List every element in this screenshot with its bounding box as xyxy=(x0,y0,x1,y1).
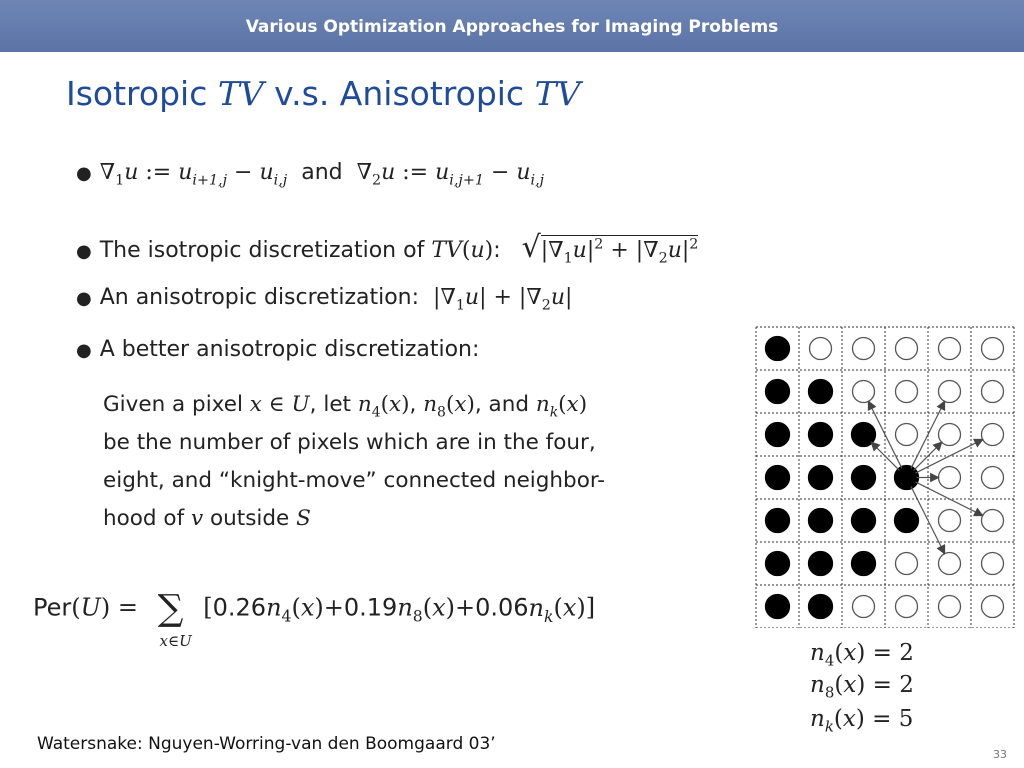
filled-pixel xyxy=(809,466,833,490)
bullet-gradient-definitions: ● $\nabla_1u$ := $u_{i+1,j} - u_{i,j}$ and $\nabla_2u$ := $u_{i,j+1} - u_{i,j}$ xyxy=(76,160,545,189)
empty-pixel xyxy=(896,596,918,618)
slide-title xyxy=(66,74,580,113)
para-text: outside xyxy=(209,506,290,531)
empty-pixel xyxy=(896,338,918,360)
empty-pixel xyxy=(982,424,1004,446)
empty-pixel xyxy=(982,467,1004,489)
sum-symbol: ∑ x∈U xyxy=(157,588,192,650)
bullet-better-anisotropic xyxy=(76,337,479,362)
header-bar xyxy=(0,0,1024,52)
empty-pixel xyxy=(939,553,961,575)
filled-pixel xyxy=(766,509,790,533)
count-n4: $n_4(x) = 2$ xyxy=(810,640,914,670)
paragraph-line-2: be the number of pixels which are in the four, xyxy=(103,430,596,455)
perimeter-formula: Per(U) = ∑ x∈U $[0.26n_4(x)+0.19n_8(x)+0.06n_k(x)]$ xyxy=(33,588,596,650)
filled-pixel xyxy=(809,380,833,404)
empty-pixel xyxy=(939,381,961,403)
coef-nk: 0.06 xyxy=(475,593,529,622)
empty-pixel xyxy=(982,381,1004,403)
para-text: , let xyxy=(309,392,351,417)
bullet-anisotropic: ● An anisotropic discretization: $|\nabla_1u| + |\nabla_2u|$ xyxy=(76,285,573,314)
empty-pixel xyxy=(896,553,918,575)
bullet-anisotropic-text: An anisotropic discretization: xyxy=(99,285,420,310)
paragraph-line-1: Given a pixel x ∈ U, let $n_4(x)$, $n_8(x)$, and $n_k(x)$ xyxy=(103,392,588,421)
para-text: , and xyxy=(474,392,529,417)
title-part-1: Isotropic xyxy=(66,74,218,113)
bullet-dot: ● xyxy=(76,340,92,361)
bullet-dot: ● xyxy=(76,163,92,184)
empty-pixel xyxy=(853,381,875,403)
bullet-dot: ● xyxy=(76,288,92,309)
para-text: , xyxy=(409,392,417,417)
filled-pixel xyxy=(766,337,790,361)
empty-pixel xyxy=(939,424,961,446)
filled-pixel xyxy=(809,552,833,576)
empty-pixel xyxy=(982,338,1004,360)
empty-pixel xyxy=(853,338,875,360)
bullet-and-text: and xyxy=(301,160,343,185)
empty-pixel xyxy=(939,467,961,489)
page-number: 33 xyxy=(993,748,1007,761)
filled-pixel xyxy=(852,509,876,533)
paragraph-line-3: eight, and “knight-move” connected neighbor- xyxy=(103,468,606,493)
bullet-isotropic: ● The isotropic discretization of TV(u): $√|\nabla_1u|^2 + |\nabla_2u|^2$ xyxy=(76,230,699,267)
empty-pixel xyxy=(939,338,961,360)
empty-pixel xyxy=(939,596,961,618)
para-text: Given a pixel xyxy=(103,392,243,417)
empty-pixel xyxy=(982,596,1004,618)
empty-pixel xyxy=(982,553,1004,575)
header-title: Various Optimization Approaches for Imaging Problems xyxy=(245,17,779,37)
count-n8-value: 2 xyxy=(899,672,914,698)
empty-pixel xyxy=(982,510,1004,532)
count-nk-value: 5 xyxy=(898,706,914,732)
empty-pixel xyxy=(939,510,961,532)
empty-pixel xyxy=(810,338,832,360)
filled-pixel xyxy=(809,423,833,447)
footer-citation: Watersnake: Nguyen-Worring-van den Boomgaard 03’ xyxy=(37,734,496,754)
filled-pixel xyxy=(809,509,833,533)
title-tv-1: TV xyxy=(217,74,264,113)
bullet-better-text: A better anisotropic discretization: xyxy=(99,337,480,362)
filled-pixel xyxy=(852,466,876,490)
filled-pixel xyxy=(766,552,790,576)
count-n4-value: 2 xyxy=(899,640,914,666)
para-text: hood of xyxy=(103,506,185,531)
empty-pixel xyxy=(896,424,918,446)
title-tv-2: TV xyxy=(534,74,581,113)
filled-pixel xyxy=(766,423,790,447)
paragraph-line-4: hood of v outside S xyxy=(103,506,311,531)
bullet-isotropic-text: The isotropic discretization of xyxy=(99,238,425,263)
count-n8: $n_8(x) = 2$ xyxy=(810,672,914,702)
title-part-2: v.s. Anisotropic xyxy=(263,74,535,113)
filled-pixel xyxy=(809,595,833,619)
coef-n8: 0.19 xyxy=(343,593,398,622)
count-nk: $n_k(x) = 5$ xyxy=(810,706,914,736)
neighbor-arrow xyxy=(871,442,899,470)
coef-n4: 0.26 xyxy=(212,593,267,622)
filled-pixel xyxy=(895,509,919,533)
filled-pixel xyxy=(766,595,790,619)
pixel-neighborhood-diagram xyxy=(755,326,1015,628)
filled-pixel xyxy=(852,552,876,576)
filled-pixel xyxy=(766,466,790,490)
per-label: Per xyxy=(33,593,72,622)
filled-pixel xyxy=(766,380,790,404)
bullet-dot: ● xyxy=(76,241,92,262)
empty-pixel xyxy=(896,381,918,403)
empty-pixel xyxy=(853,596,875,618)
